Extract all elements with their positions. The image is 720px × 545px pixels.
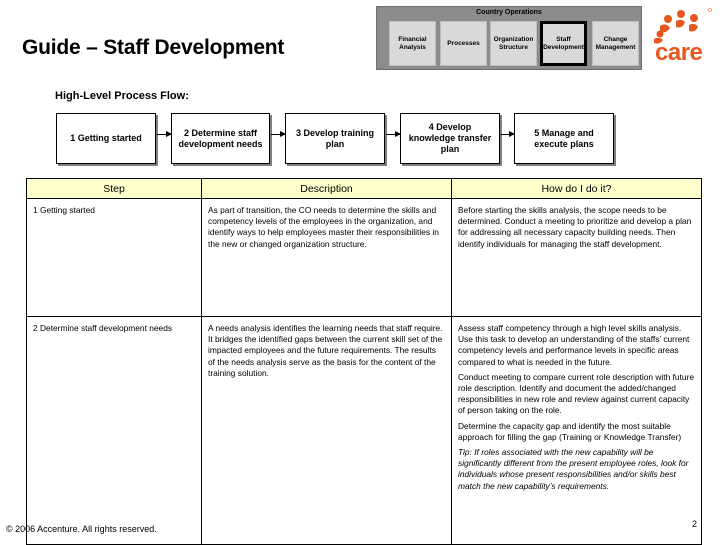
care-logo-text: care: [655, 39, 703, 66]
copyright-footer: © 2006 Accenture. All rights reserved.: [6, 524, 157, 534]
tip-paragraph: Tip: If roles associated with the new capability will be significantly different from the present employee roles, look for individuals whose present responsibilities and/or skills best match the new capability’s requirements.: [458, 447, 689, 491]
how-paragraph: Assess staff competency through a high level skills analysis. Use this task to develop an understanding of the staffs’ current competency levels and performance levels in specific areas compared to what is needed in the future.: [458, 323, 690, 367]
flow-arrow-3: [386, 134, 400, 135]
column-header-description: Description: [202, 179, 452, 199]
how-paragraph: Determine the capacity gap and identify the most suitable approach for filling the gap (Training or Knowledge Transfer): [458, 420, 682, 442]
how-paragraph: Conduct meeting to compare current role description with future role description. Identify and document the added/changed responsibilities in new role and review against current capacity of person taking on the role.: [458, 371, 695, 416]
how-cell: [452, 317, 702, 545]
table-row: [27, 199, 702, 317]
how-cell: [452, 199, 702, 317]
flow-arrow-1: [157, 134, 171, 135]
nav-item-staff-development[interactable]: Staff Development: [540, 21, 587, 66]
column-header-step: Step: [27, 179, 202, 199]
flow-step-4: 4 Develop knowledge transfer plan: [400, 113, 500, 164]
page-title: Guide – Staff Development: [22, 36, 285, 59]
flow-step-3: 3 Develop training plan: [285, 113, 385, 164]
flow-arrow-2: [271, 134, 285, 135]
nav-title: Country Operations: [476, 9, 542, 16]
step-cell: 1 Getting started: [27, 199, 202, 317]
nav-item-change-management[interactable]: Change Management: [592, 21, 639, 66]
country-operations-nav: [376, 6, 642, 70]
nav-item-organization-structure[interactable]: Organization Structure: [490, 21, 537, 66]
nav-item-processes[interactable]: Processes: [440, 21, 487, 66]
description-cell: A needs analysis identifies the learning needs that staff require. It bridges the identified gaps between the current skill set of the impacted employees and the future requirements. The results of the needs analysis serve as the basis for the content of the training solution.: [202, 317, 452, 545]
flow-step-5: 5 Manage and execute plans: [514, 113, 614, 164]
table-header-row: [27, 179, 702, 199]
how-paragraph: Before starting the skills analysis, the scope needs to be determined. Conduct a meeting to prioritize and develop a plan for addressing all necessary capacity building needs. Then identify individuals for managing the staff development.: [458, 205, 692, 249]
steps-table: [26, 178, 702, 545]
page-number: 2: [692, 519, 698, 529]
step-cell: 2 Determine staff development needs: [27, 317, 202, 545]
flow-step-1: 1 Getting started: [56, 113, 156, 164]
description-cell: As part of transition, the CO needs to determine the skills and competency levels of the employees in the organization, and identify ways to help employees master their responsibilities in the new or changed organization structure.: [202, 199, 452, 317]
column-header-how: How do I do it?: [452, 179, 702, 199]
flow-title: High-Level Process Flow:: [55, 90, 189, 102]
flow-arrow-4: [501, 134, 514, 135]
table-row: [27, 317, 702, 545]
flow-step-2: 2 Determine staff development needs: [171, 113, 270, 164]
nav-item-financial-analysis[interactable]: Financial Analysis: [389, 21, 436, 66]
